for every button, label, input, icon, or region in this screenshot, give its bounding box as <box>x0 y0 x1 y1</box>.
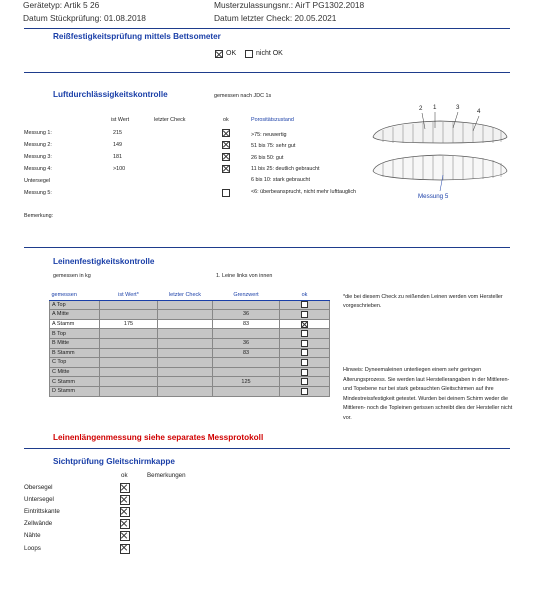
leinen-cell-ist[interactable] <box>100 329 158 339</box>
leinen-ok-checkbox[interactable] <box>301 359 308 366</box>
leinen-ok-checkbox[interactable] <box>301 388 308 395</box>
messung-5-label: Messung 5 <box>418 193 449 200</box>
luft-measured-note: gemessen nach JDC 1s <box>214 93 272 99</box>
leinen-cell-letzter[interactable] <box>158 386 213 396</box>
diagram-number-3: 3 <box>456 104 460 111</box>
leinen-ok-checkbox[interactable] <box>301 369 308 376</box>
leinen-cell-ist[interactable] <box>100 310 158 320</box>
leinen-cell-grenz[interactable]: 83 <box>213 319 280 329</box>
sicht-row-label: Untersegel <box>24 496 54 504</box>
leinen-cell-grenz[interactable]: 36 <box>213 338 280 348</box>
porositaet-item: 11 bis 25: deutlich gebraucht <box>251 165 320 172</box>
leinen-cell-ok <box>280 367 330 377</box>
geraetetyp: Gerätetyp: Artik 5 26 <box>23 0 100 10</box>
leinen-cell-ok <box>280 300 330 310</box>
leinen-cell-grenz[interactable] <box>213 358 280 368</box>
diagram-number-2: 2 <box>419 105 423 112</box>
leinen-header-cell: gemessen <box>50 291 100 300</box>
luft-row-label: Untersegel <box>24 177 51 184</box>
leinen-ok-checkbox[interactable] <box>301 349 308 356</box>
luft-row-ist-wert: 181 <box>113 153 122 160</box>
leinen-cell-ist[interactable] <box>100 377 158 387</box>
leinen-cell-letzter[interactable] <box>158 338 213 348</box>
leinen-cell-ist[interactable] <box>100 367 158 377</box>
leinen-cell-letzter[interactable] <box>158 329 213 339</box>
leinen-cell-letzter[interactable] <box>158 300 213 310</box>
luft-row-ist-wert: >100 <box>113 165 126 172</box>
leinen-cell-name: B Stamm <box>50 348 100 358</box>
sicht-row-label: Zellwände <box>24 520 53 528</box>
leinen-cell-ok <box>280 310 330 320</box>
leinen-divider <box>24 448 510 449</box>
leinen-cell-name: C Mitte <box>50 367 100 377</box>
sicht-ok-checkbox[interactable] <box>120 544 130 554</box>
leinen-cell-grenz[interactable] <box>213 367 280 377</box>
leinen-title: Leinenfestigkeitskontrolle <box>53 257 155 266</box>
table-row <box>50 329 330 339</box>
leinen-cell-letzter[interactable] <box>158 358 213 368</box>
luft-row-ok-checkbox[interactable] <box>222 129 230 137</box>
leinen-cell-name: D Stamm <box>50 386 100 396</box>
leinen-cell-name: A Top <box>50 300 100 310</box>
leinen-cell-letzter[interactable] <box>158 310 213 320</box>
porositaet-item: <6: überbeansprucht, nicht mehr lufttauglich <box>251 188 357 195</box>
sicht-col-ok: ok <box>121 472 128 479</box>
datum-letzter-check: Datum letzter Check: 20.05.2021 <box>214 13 337 23</box>
leinen-cell-name: B Mitte <box>50 338 100 348</box>
table-row <box>50 310 330 320</box>
datum-stueckpruefung: Datum Stückprüfung: 01.08.2018 <box>23 13 146 23</box>
leinen-cell-ist[interactable] <box>100 358 158 368</box>
leinen-cell-name: C Top <box>50 358 100 368</box>
leinen-cell-letzter[interactable] <box>158 319 213 329</box>
diagram-number-4: 4 <box>477 108 481 115</box>
luft-row-label: Messung 5: <box>24 189 52 196</box>
porositaet-item: 6 bis 10: stark gebraucht <box>251 177 311 184</box>
reiss-nicht-ok-label: nicht OK <box>256 50 283 57</box>
luft-row-label: Messung 2: <box>24 141 52 148</box>
leinen-cell-grenz[interactable]: 83 <box>213 348 280 358</box>
luft-row-label: Messung 3: <box>24 153 52 160</box>
leinen-cell-grenz[interactable] <box>213 329 280 339</box>
leinen-star-note: *die bei diesem Check zu reißenden Leinen werden vom Hersteller vorgeschrieben. <box>343 294 503 309</box>
leinen-cell-ok <box>280 338 330 348</box>
leinen-cell-ok <box>280 329 330 339</box>
leinen-cell-name: C Stamm <box>50 377 100 387</box>
luft-divider <box>24 247 510 248</box>
leinen-cell-letzter[interactable] <box>158 348 213 358</box>
table-row <box>50 300 330 310</box>
sicht-col-bemerkungen: Bemerkungen <box>147 472 186 479</box>
leinen-cell-ok <box>280 358 330 368</box>
leinen-cell-name: A Stamm <box>50 319 100 329</box>
luft-bemerkung: Bemerkung: <box>24 213 54 219</box>
sicht-ok-checkbox[interactable] <box>120 483 130 493</box>
leinen-cell-ist[interactable] <box>100 300 158 310</box>
leinen-cell-name: A Mitte <box>50 310 100 320</box>
leinen-cell-name: B Top <box>50 329 100 339</box>
sicht-ok-checkbox[interactable] <box>120 495 130 505</box>
luft-title: Luftdurchlässigkeitskontrolle <box>53 90 168 99</box>
leinen-cell-ok <box>280 377 330 387</box>
leinenlaenge-title: Leinenlängenmessung siehe separates Messprotokoll <box>53 433 264 442</box>
porositaet-item: 26 bis 50: gut <box>251 154 284 161</box>
leinen-cell-grenz[interactable] <box>213 386 280 396</box>
reiss-nicht-ok-checkbox[interactable] <box>245 50 253 58</box>
leinen-cell-ok <box>280 319 330 329</box>
leinen-hinweis: Hinweis: Dyneemaleinen unterliegen einem sehr geringen Alterungsprozess. Sie werden laut Herstellerangaben in der Mittleren- und Topebene nur bei stark gebrauchten Gleitschirmen auf ihre Mindestreissfestigkeit getestet. Wurden bei deinem Schirm weder die Mittleren- noch die Topleinen gerissen schreibt dies der Hersteller nicht vor. <box>343 367 513 421</box>
leinen-header-cell: Grenzwert <box>213 291 280 300</box>
sicht-title: Sichtprüfung Gleitschirmkappe <box>53 457 175 466</box>
leinen-cell-ist[interactable]: 175 <box>100 319 158 329</box>
sicht-ok-checkbox[interactable] <box>120 519 130 529</box>
sicht-row-label: Obersegel <box>24 484 53 491</box>
luft-row-label: Messung 4: <box>24 165 52 172</box>
diagram-number-1: 1 <box>433 104 437 111</box>
porositaet-item: 51 bis 75: sehr gut <box>251 143 296 150</box>
leinen-cell-letzter[interactable] <box>158 367 213 377</box>
table-row <box>50 377 330 387</box>
luft-row-ok-checkbox[interactable] <box>222 189 230 197</box>
leinen-header-cell: letzter Check <box>158 291 213 300</box>
sicht-ok-checkbox[interactable] <box>120 507 130 517</box>
table-row <box>50 358 330 368</box>
luft-row-ok-checkbox[interactable] <box>222 153 230 161</box>
leinen-cell-ist[interactable] <box>100 348 158 358</box>
luft-col-ist: ist Wert <box>111 117 130 123</box>
leinen-cell-letzter[interactable] <box>158 377 213 387</box>
luft-row-ok-checkbox[interactable] <box>222 141 230 149</box>
leinen-ok-checkbox[interactable] <box>301 301 308 308</box>
musterzulassung: Musterzulassungsnr.: AirT PG1302.2018 <box>214 0 365 10</box>
sicht-ok-checkbox[interactable] <box>120 531 130 541</box>
sicht-row-label: Loops <box>24 544 41 552</box>
leinen-cell-ok <box>280 348 330 358</box>
leinen-ok-checkbox[interactable] <box>301 311 308 318</box>
sicht-row-label: Nähte <box>24 532 41 540</box>
luft-row-ok-checkbox[interactable] <box>222 165 230 173</box>
leinen-header-row <box>50 291 330 300</box>
table-row <box>50 367 330 377</box>
luft-row-label: Messung 1: <box>24 130 52 136</box>
luft-col-ok: ok <box>223 117 229 123</box>
leinen-ok-checkbox[interactable] <box>301 330 308 337</box>
leinen-unit-note: gemessen in kg <box>53 273 91 279</box>
leinen-cell-ist[interactable] <box>100 386 158 396</box>
reiss-title: Reißfestigkeitsprüfung mittels Bettsometer <box>53 32 221 41</box>
leinen-cell-ok <box>280 386 330 396</box>
leinen-ok-checkbox[interactable] <box>301 378 308 385</box>
table-row <box>50 338 330 348</box>
leinen-leine-note: 1. Leine links von innen <box>216 273 273 279</box>
sicht-row-label: Eintrittskante <box>24 508 60 516</box>
leinen-ok-checkbox[interactable] <box>301 321 308 328</box>
leinen-ok-checkbox[interactable] <box>301 340 308 347</box>
leinen-cell-ist[interactable] <box>100 338 158 348</box>
reiss-ok-checkbox[interactable] <box>215 50 223 58</box>
leinen-table <box>49 291 330 397</box>
leinen-cell-grenz[interactable]: 36 <box>213 310 280 320</box>
luft-row-ist-wert: 149 <box>113 141 122 148</box>
table-row <box>50 319 330 329</box>
leinen-cell-grenz[interactable]: 125 <box>213 377 280 387</box>
leinen-cell-grenz[interactable] <box>213 300 280 310</box>
luft-row-ist-wert: 215 <box>113 130 122 136</box>
reiss-divider <box>24 72 510 73</box>
leinen-header-cell: ok <box>280 291 330 300</box>
luft-col-letzter: letzter Check <box>154 117 186 123</box>
header-divider <box>24 28 510 29</box>
porositaet-item: >75: neuwertig <box>251 132 287 138</box>
table-row <box>50 386 330 396</box>
leinen-header-cell: ist Wert* <box>100 291 158 300</box>
reiss-ok-label: OK <box>226 50 237 57</box>
luft-col-porositaet: Porositätszustand <box>251 117 294 123</box>
table-row <box>50 348 330 358</box>
